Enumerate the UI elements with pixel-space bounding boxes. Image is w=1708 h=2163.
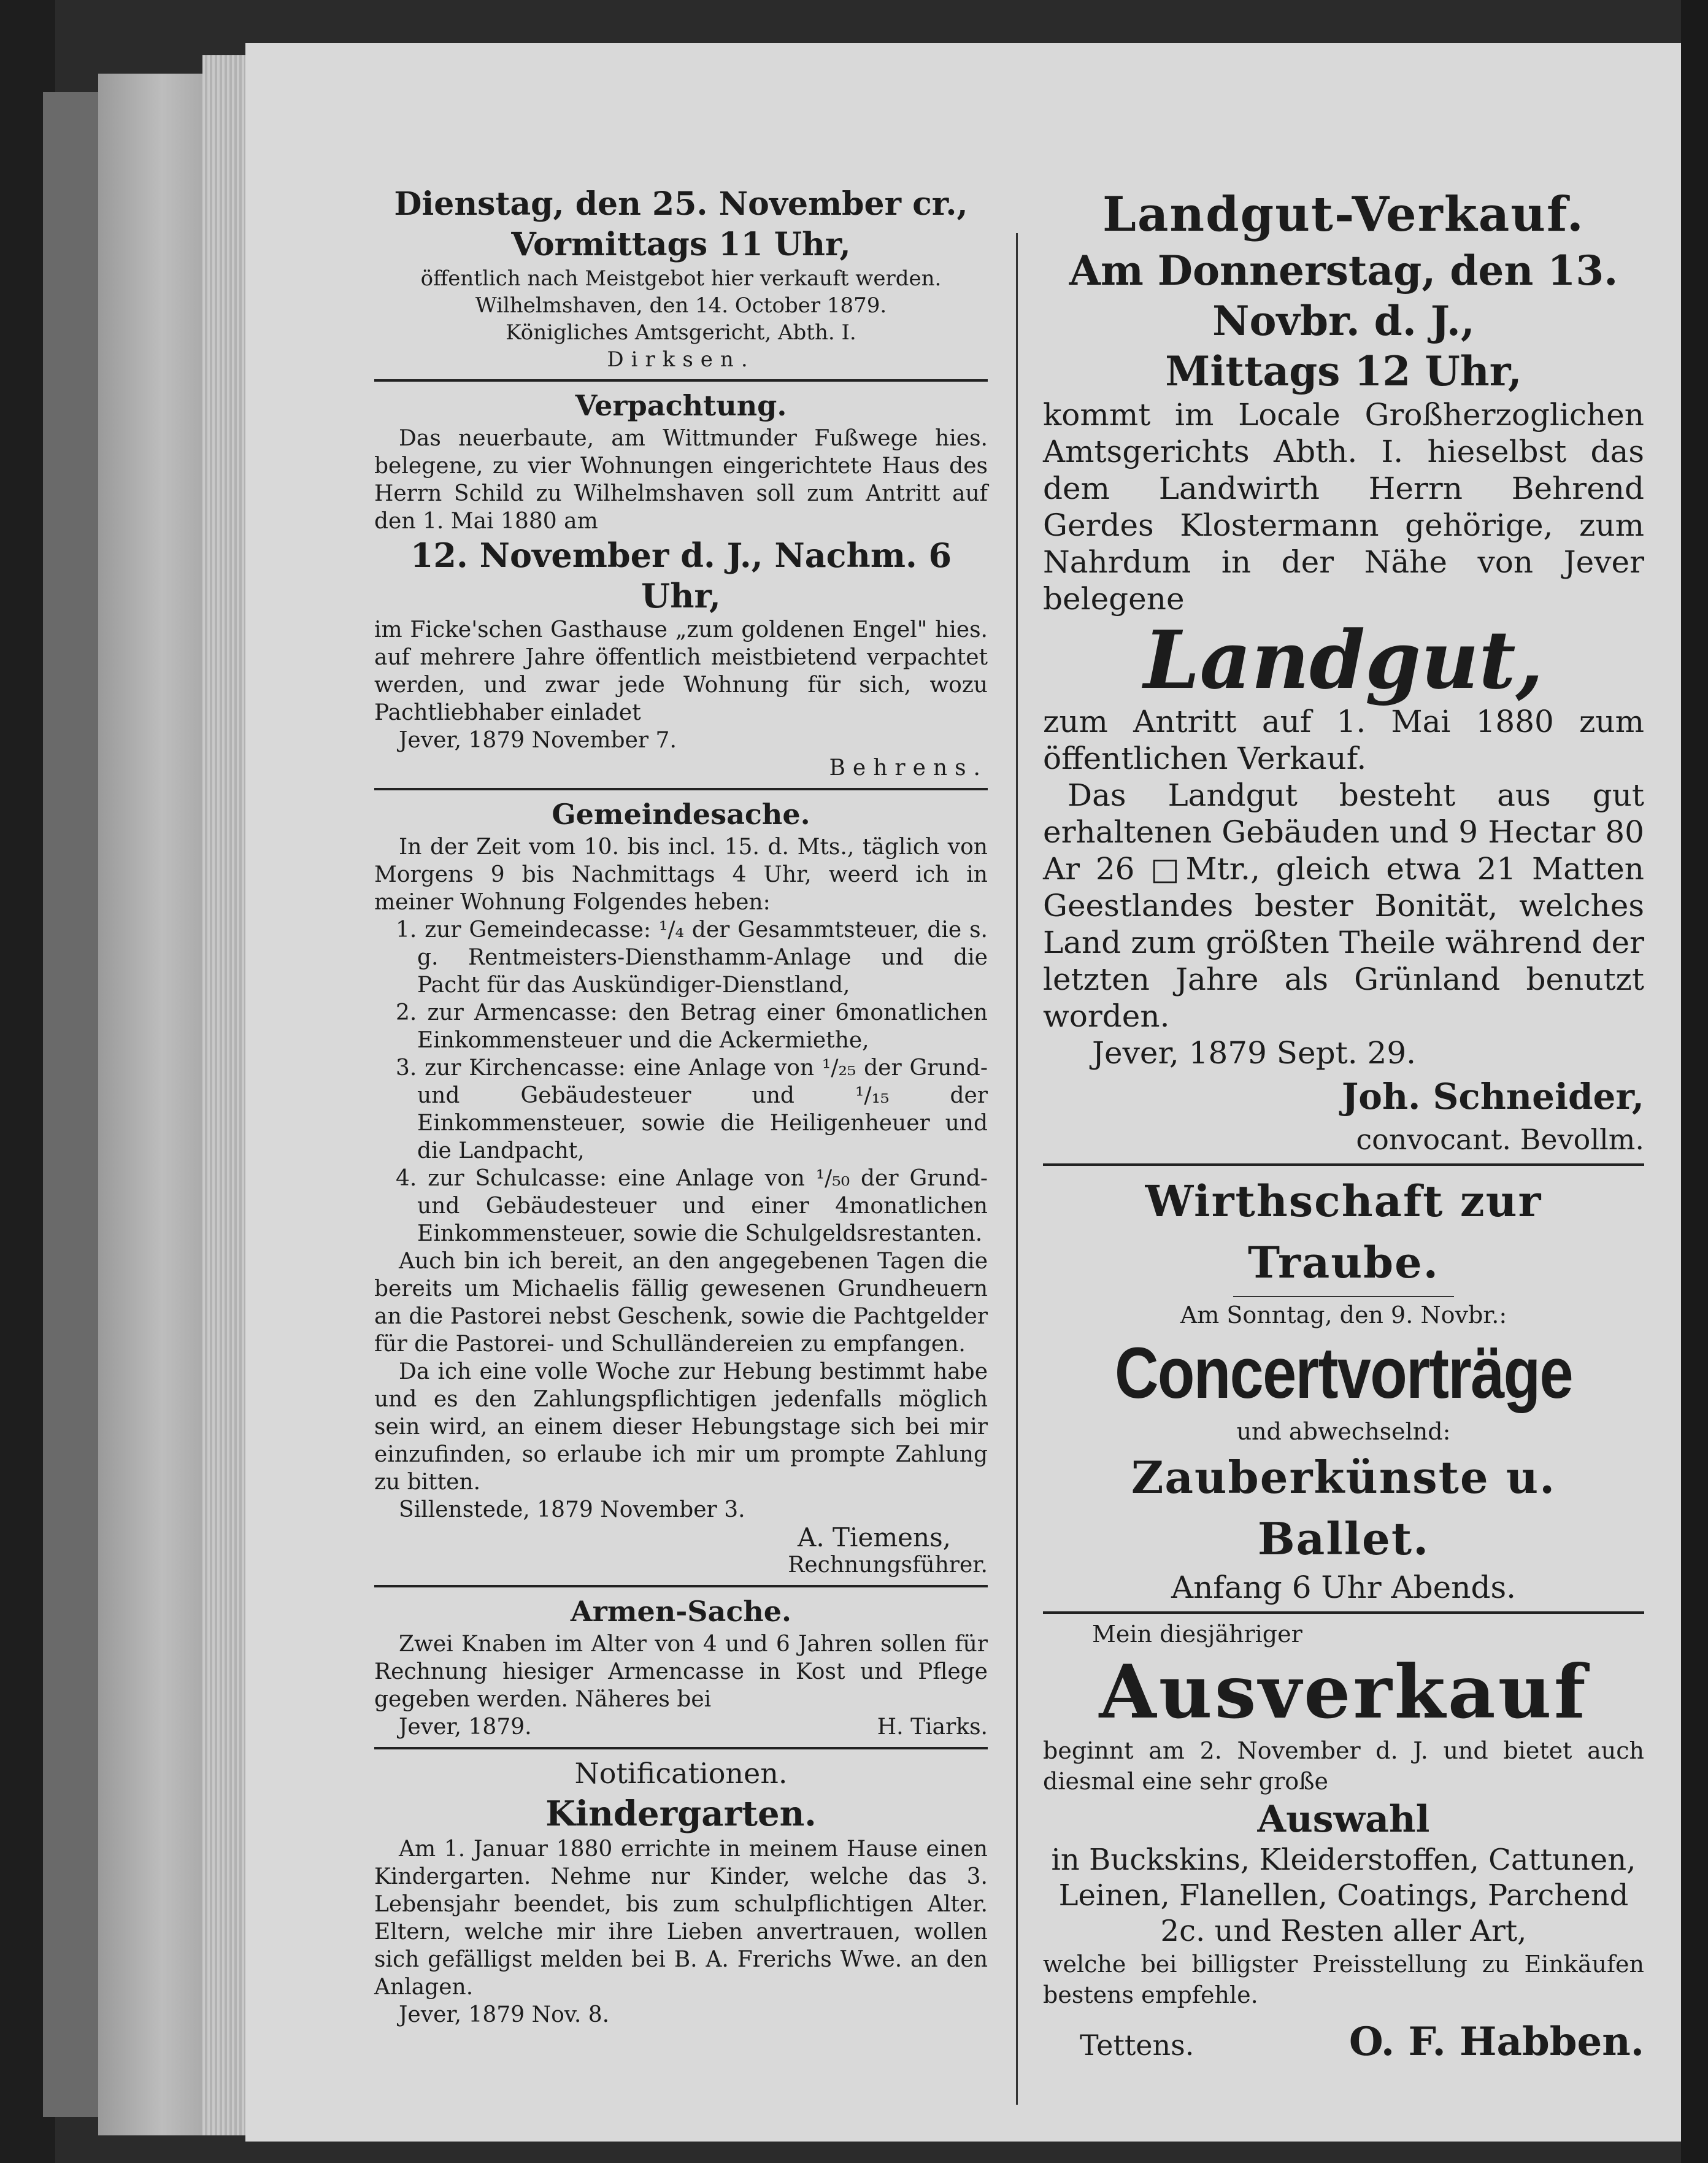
paragraph: kommt im Locale Großherzoglichen Amtsgerichts Abth. I. hieselbst das dem Landwirth Herrn Behrend Gerdes Klostermann gehörige, zum Nahrdum in der Nähe von Jever belegene bbox=[1043, 397, 1644, 617]
list-item: 3. zur Kirchencasse: eine Anlage von ¹/₂₅ der Grund- und Gebäudesteuer und ¹/₁₅ der Einkommensteuer, sowie die Heiligenheuer und die Landpacht, bbox=[396, 1055, 988, 1163]
paragraph: beginnt am 2. November d. J. und bietet auch diesmal eine sehr große bbox=[1043, 1737, 1644, 1795]
notice-date-line: Dienstag, den 25. November cr., bbox=[394, 185, 968, 223]
intro-line: Mein diesjähriger bbox=[1092, 1621, 1302, 1648]
auction-date-line: Novbr. d. J., bbox=[1212, 297, 1475, 345]
signer-role: convocant. Bevollm. bbox=[1356, 1123, 1644, 1156]
place-date: Jever, 1879. bbox=[399, 1714, 532, 1740]
section-title: Verpachtung. bbox=[575, 389, 787, 422]
event-start-time: Anfang 6 Uhr Abends. bbox=[1171, 1570, 1517, 1605]
notice-signature: Dirksen. bbox=[607, 347, 755, 372]
place-date: Sillenstede, 1879 November 3. bbox=[399, 1497, 745, 1522]
traube-advert bbox=[1043, 1171, 1644, 1605]
auction-date-line: 12. November d. J., Nachm. 6 Uhr, bbox=[410, 536, 952, 615]
section-title: Landgut-Verkauf. bbox=[1102, 187, 1585, 242]
event-subtext: und abwechselnd: bbox=[1236, 1418, 1451, 1445]
column-divider bbox=[1016, 233, 1018, 2105]
divider bbox=[374, 379, 988, 382]
ausverkauf-advert bbox=[1043, 1619, 1644, 2065]
notice-time-line: Vormittags 11 Uhr, bbox=[511, 226, 851, 263]
armensache-notice bbox=[374, 1592, 988, 1741]
section-title: Wirthschaft zur Traube. bbox=[1145, 1176, 1542, 1288]
signature: Joh. Schneider, bbox=[1341, 1076, 1644, 1117]
right-edge bbox=[1681, 0, 1708, 2163]
paragraph: zum Antritt auf 1. Mai 1880 zum öffentlichen Verkauf. bbox=[1043, 704, 1644, 776]
court-auction-notice bbox=[374, 184, 988, 373]
section-title: Notificationen. bbox=[574, 1757, 788, 1790]
short-divider bbox=[1233, 1296, 1454, 1297]
paragraph: im Ficke'schen Gasthause „zum goldenen Engel" hies. auf mehrere Jahre öffentlich meistbietend verpachtet werden, und zwar jede Wohnung für sich, wozu Pachtliebhaber einladet bbox=[374, 617, 988, 725]
place-date: Jever, 1879 November 7. bbox=[399, 728, 677, 753]
left-column bbox=[374, 184, 988, 2029]
event-program: Zauberkünste u. Ballet. bbox=[1131, 1451, 1556, 1565]
divider bbox=[374, 788, 988, 790]
paragraph: welche bei billigster Preisstellung zu Einkäufen bestens empfehle. bbox=[1043, 1951, 1644, 2008]
notice-place-date: Wilhelmshaven, den 14. October 1879. bbox=[475, 293, 887, 318]
signature: H. Tiarks. bbox=[877, 1714, 988, 1740]
paragraph: In der Zeit vom 10. bis incl. 15. d. Mts., täglich von Morgens 9 bis Nachmittags 4 Uhr, weerd ich in meiner Wohnung Folgendes heben: bbox=[374, 835, 988, 915]
paragraph: Das neuerbaute, am Wittmunder Fußwege hies. belegene, zu vier Wohnungen eingerichtete Haus des Herrn Schild zu Wilhelmshaven soll zum Antritt auf den 1. Mai 1880 am bbox=[374, 426, 988, 534]
goods-list: in Buckskins, Kleiderstoffen, Cattunen, Leinen, Flanellen, Coatings, Parchend 2c. und Resten aller Art, bbox=[1051, 1843, 1636, 1948]
paragraph: Das Landgut besteht aus gut erhaltenen Gebäuden und 9 Hectar 80 Ar 26 □Mtr., gleich etwa 21 Matten Geestlandes bester Bonität, welches Land zum größten Theile während der letzten Jahre als Grünland benutzt worden. bbox=[1043, 777, 1644, 1034]
signature: A. Tiemens, bbox=[798, 1522, 951, 1552]
paragraph: Da ich eine volle Woche zur Hebung bestimmt habe und es den Zahlungspflichtigen jedenfalls möglich sein wird, an einem dieser Hebungstage sich bei mir einzufinden, so erlaube ich mir um prompte Zahlung zu bitten. bbox=[374, 1359, 988, 1495]
paragraph: Am 1. Januar 1880 errichte in meinem Hause einen Kindergarten. Nehme nur Kinder, welche das 3. Lebensjahr beendet, bis zum schulpflichtigen Alter. Eltern, welche mir ihre Lieben anvertrauen, wollen sich gefälligst melden bei B. A. Frerichs Wwe. an den Anlagen. bbox=[374, 1837, 988, 2000]
divider bbox=[1043, 1163, 1644, 1166]
divider bbox=[1043, 1611, 1644, 1614]
ausverkauf-heading: Ausverkauf bbox=[1099, 1649, 1588, 1735]
list-item: 1. zur Gemeindecasse: ¹/₄ der Gesammtsteuer, die s. g. Rentmeisters-Diensthamm-Anlage und die Pacht für das Auskündiger-Dienstland, bbox=[396, 917, 988, 998]
section-title: Armen-Sache. bbox=[570, 1595, 792, 1628]
place-date: Jever, 1879 Sept. 29. bbox=[1092, 1035, 1417, 1071]
paragraph: Auch bin ich bereit, an den angegebenen Tagen die bereits um Michaelis fällig gewesenen Grundheuern an die Pastorei nebst Geschenk, sowie die Pachtgelder für die Pastorei- und Schulländereien zu empfangen. bbox=[374, 1249, 988, 1357]
gemeindesache-notice bbox=[374, 795, 988, 1579]
signature: O. F. Habben. bbox=[1348, 2019, 1644, 2065]
book-cover-edge bbox=[43, 92, 104, 2117]
place-date: Jever, 1879 Nov. 8. bbox=[399, 2002, 610, 2027]
place: Tettens. bbox=[1080, 2029, 1194, 2062]
event-date: Am Sonntag, den 9. Novbr.: bbox=[1180, 1301, 1507, 1328]
notice-text: öffentlich nach Meistgebot hier verkauft werden. bbox=[420, 266, 942, 291]
signer-role: Rechnungsführer. bbox=[788, 1552, 988, 1578]
list-item: 2. zur Armencasse: den Betrag einer 6monatlichen Einkommensteuer und die Ackermiethe, bbox=[396, 1000, 988, 1053]
landgut-verkauf-notice bbox=[1043, 184, 1644, 1157]
landgut-heading: Landgut, bbox=[1144, 613, 1544, 707]
paragraph: Zwei Knaben im Alter von 4 und 6 Jahren sollen für Rechnung hiesiger Armencasse in Kost und Pflege gegeben werden. Näheres bei bbox=[374, 1632, 988, 1712]
auction-date-line: Am Donnerstag, den 13. bbox=[1069, 247, 1618, 295]
divider bbox=[374, 1585, 988, 1587]
kindergarten-title: Kindergarten. bbox=[545, 1794, 817, 1834]
signature: Behrens. bbox=[829, 755, 988, 781]
list-item: 4. zur Schulcasse: eine Anlage von ¹/₅₀ der Grund- und Gebäudesteuer und einer 4monatlichen Einkommensteuer, sowie die Schulgeldsrestanten. bbox=[396, 1166, 988, 1246]
auswahl-heading: Auswahl bbox=[1257, 1798, 1430, 1841]
divider bbox=[374, 1747, 988, 1749]
concert-heading: Concertvorträge bbox=[1115, 1333, 1572, 1414]
notificationen-section bbox=[374, 1754, 988, 2029]
auction-time-line: Mittags 12 Uhr, bbox=[1165, 347, 1522, 395]
right-column bbox=[1043, 184, 1644, 2065]
section-title: Gemeindesache. bbox=[552, 798, 810, 831]
verpachtung-notice bbox=[374, 387, 988, 782]
notice-authority: Königliches Amtsgericht, Abth. I. bbox=[506, 320, 856, 345]
